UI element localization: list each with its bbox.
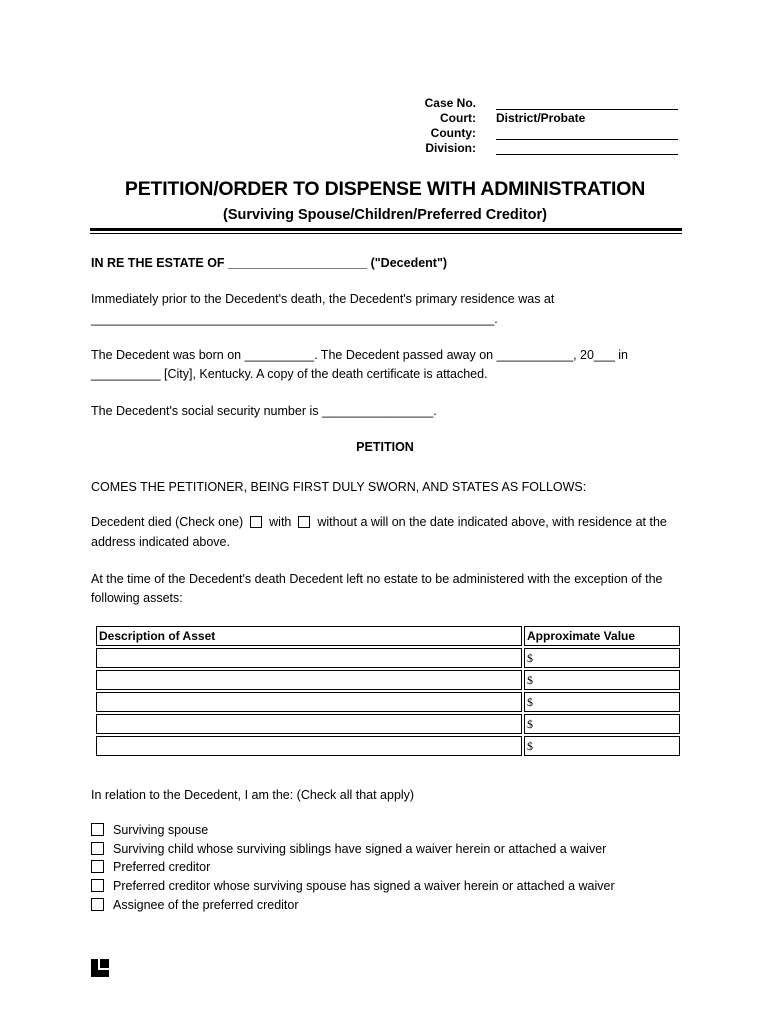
title-rule-thick — [90, 228, 682, 231]
ssn-line: The Decedent's social security number is ________________. — [91, 404, 437, 418]
decedent-name-field[interactable]: ____________________ — [228, 256, 368, 270]
relation-checkbox[interactable] — [91, 898, 104, 911]
relation-option-label: Surviving spouse — [113, 823, 209, 837]
case-no-field[interactable] — [496, 109, 678, 110]
relation-option-label: Preferred creditor — [113, 860, 211, 874]
table-row — [96, 714, 680, 734]
division-field[interactable] — [496, 154, 678, 155]
relation-option-assignee[interactable] — [91, 896, 299, 914]
county-field[interactable] — [496, 139, 678, 140]
relation-option-label: Preferred creditor whose surviving spouse has signed a waiver herein or attached a waiver — [113, 879, 615, 893]
case-no-label: Case No. — [424, 96, 476, 110]
relation-option-surviving-child[interactable] — [91, 840, 606, 858]
birth-line-2: __________ [City], Kentucky. A copy of the death certificate is attached. — [91, 367, 488, 381]
estate-line — [91, 254, 691, 273]
asset-value-cell[interactable]: $ — [524, 736, 680, 756]
relation-checkbox[interactable] — [91, 823, 104, 836]
with-will-checkbox[interactable] — [250, 516, 262, 528]
asset-description-cell[interactable] — [96, 648, 522, 668]
assets-intro-line-2: following assets: — [91, 591, 183, 605]
county-label: County: — [430, 126, 476, 140]
court-value: District/Probate — [496, 111, 586, 125]
asset-value-cell[interactable]: $ — [524, 714, 680, 734]
without-will-label: without a will on the date indicated above, with residence at the — [317, 515, 667, 529]
assets-table-header — [96, 626, 680, 646]
birth-line-1: The Decedent was born on __________. The Decedent passed away on ___________, 20___ in — [91, 348, 628, 362]
asset-description-cell[interactable] — [96, 736, 522, 756]
asset-description-cell[interactable] — [96, 692, 522, 712]
estate-prefix: IN RE THE ESTATE OF — [91, 256, 225, 270]
relation-checkbox[interactable] — [91, 842, 104, 855]
asset-description-cell[interactable] — [96, 670, 522, 690]
residence-line-1: Immediately prior to the Decedent's death, the Decedent's primary residence was at — [91, 292, 555, 306]
relation-intro: In relation to the Decedent, I am the: (Check all that apply) — [91, 788, 415, 802]
table-row — [96, 670, 680, 690]
petition-heading: PETITION — [356, 440, 414, 454]
without-will-checkbox[interactable] — [298, 516, 310, 528]
table-row — [96, 692, 680, 712]
table-row — [96, 648, 680, 668]
document-subtitle: (Surviving Spouse/Children/Preferred Creditor) — [223, 207, 547, 223]
assets-table — [94, 624, 682, 758]
relation-option-preferred-creditor[interactable] — [91, 858, 210, 876]
value-column-header: Approximate Value — [524, 626, 680, 646]
will-status-prefix: Decedent died (Check one) — [91, 515, 244, 529]
relation-checkbox[interactable] — [91, 879, 104, 892]
residence-field[interactable]: __________________________________________________________. — [91, 312, 498, 326]
asset-description-cell[interactable] — [96, 714, 522, 734]
relation-option-label: Surviving child whose surviving siblings have signed a waiver herein or attached a waiver — [113, 842, 607, 856]
will-status-line — [91, 513, 691, 532]
asset-value-cell[interactable]: $ — [524, 692, 680, 712]
description-column-header: Description of Asset — [96, 626, 522, 646]
title-rule-thin — [90, 233, 682, 234]
relation-option-label: Assignee of the preferred creditor — [113, 898, 299, 912]
will-status-line-2: address indicated above. — [91, 535, 230, 549]
table-row — [96, 736, 680, 756]
division-label: Division: — [425, 141, 476, 155]
court-label: Court: — [440, 111, 476, 125]
sworn-statement: COMES THE PETITIONER, BEING FIRST DULY SWORN, AND STATES AS FOLLOWS: — [91, 480, 587, 494]
estate-suffix: ("Decedent") — [370, 256, 448, 270]
asset-value-cell[interactable]: $ — [524, 648, 680, 668]
relation-option-creditor-spouse-waiver[interactable] — [91, 877, 615, 895]
brand-logo-icon — [91, 959, 109, 977]
with-will-label: with — [269, 515, 292, 529]
relation-checkbox[interactable] — [91, 860, 104, 873]
document-title: PETITION/ORDER TO DISPENSE WITH ADMINISTRATION — [124, 178, 646, 200]
relation-option-surviving-spouse[interactable] — [91, 821, 208, 839]
assets-intro-line-1: At the time of the Decedent's death Decedent left no estate to be administered with the exception of the — [91, 572, 663, 586]
asset-value-cell[interactable]: $ — [524, 670, 680, 690]
